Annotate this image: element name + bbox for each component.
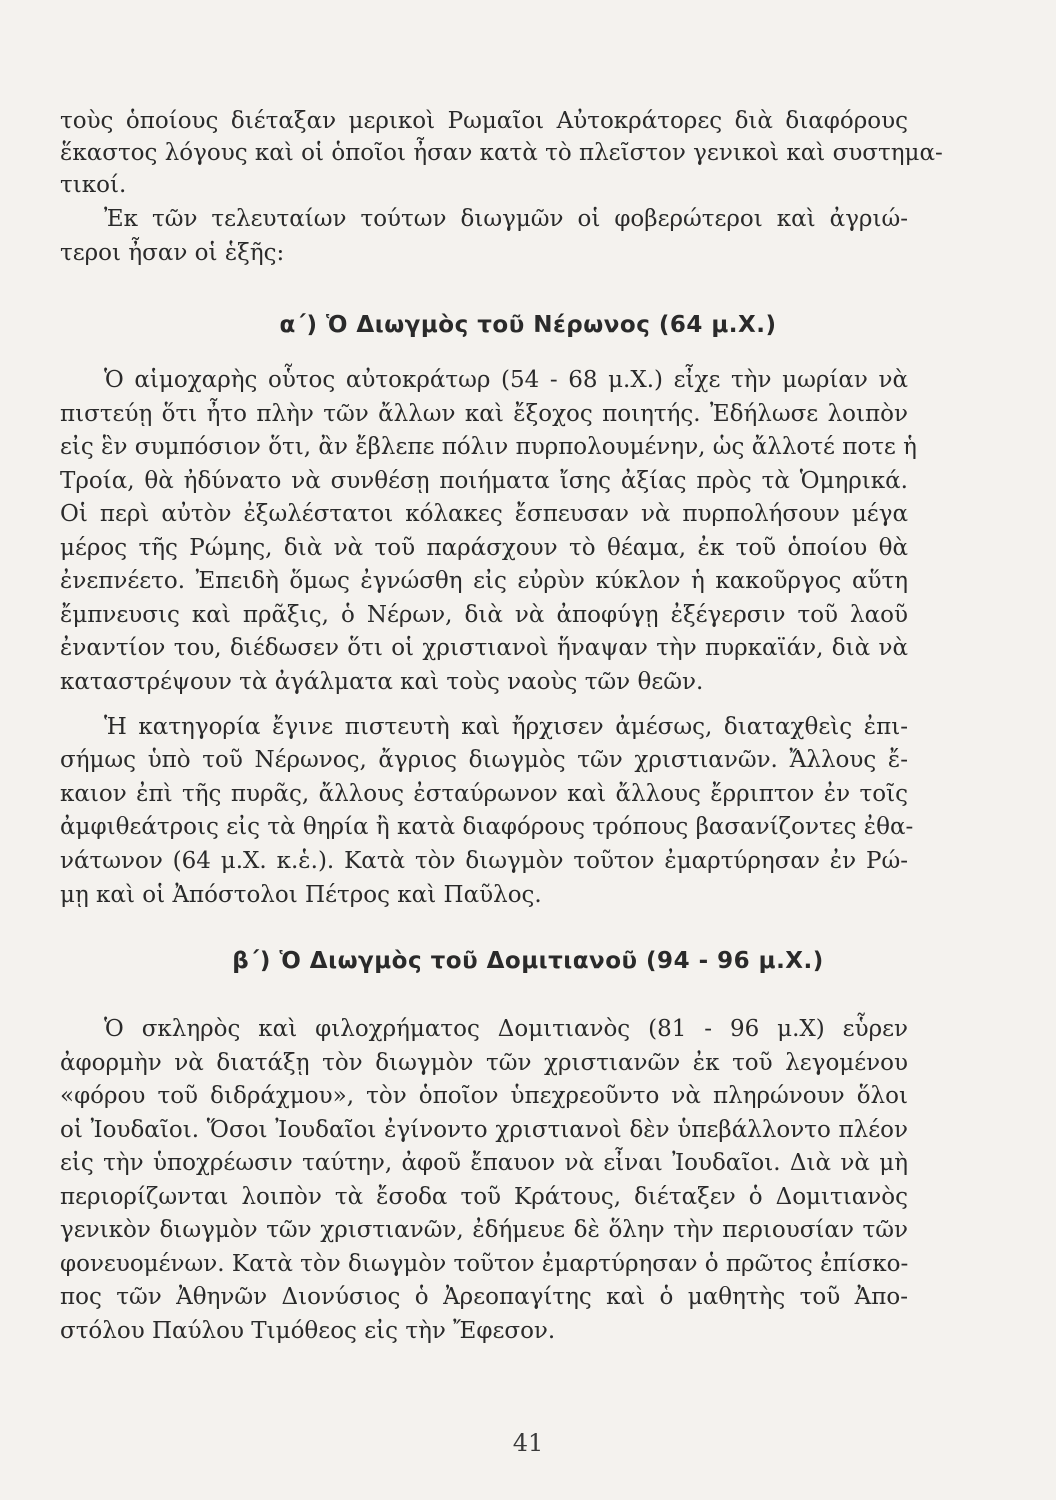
text-line: τεροι ἦσαν οἱ ἑξῆς:	[60, 240, 285, 266]
text-line: εἰς τὴν ὑποχρέωσιν ταύτην, ἀφοῦ ἔπαυον νὰ εἶναι Ἰουδαῖοι. Διὰ νὰ μὴ	[60, 1150, 908, 1176]
text-line: εἰς ἓν συμπόσιον ὅτι, ἂν ἔβλεπε πόλιν πυρπολουμένην, ὡς ἄλλοτέ ποτε ἡ	[60, 434, 917, 460]
text-line: πος τῶν Ἀθηνῶν Διονύσιος ὁ Ἀρεοπαγίτης καὶ ὁ μαθητὴς τοῦ Ἀπο-	[60, 1284, 908, 1310]
text-line: περιορίζωνται λοιπὸν τὰ ἔσοδα τοῦ Κράτους, διέταξεν ὁ Δομιτιανὸς	[60, 1184, 908, 1210]
text-line: τικοί.	[60, 172, 127, 198]
text-line: νάτωνον (64 μ.Χ. κ.ἑ.). Κατὰ τὸν διωγμὸν τοῦτον ἐμαρτύρησαν ἐν Ρώ-	[60, 848, 908, 874]
text-line: ἔμπνευσις καὶ πρᾶξις, ὁ Νέρων, διὰ νὰ ἀποφύγῃ ἐξέγερσιν τοῦ λαοῦ	[60, 602, 908, 628]
text-line: πιστεύῃ ὅτι ἦτο πλὴν τῶν ἄλλων καὶ ἔξοχος ποιητής. Ἐδήλωσε λοιπὸν	[60, 401, 908, 427]
text-line: καιον ἐπὶ τῆς πυρᾶς, ἄλλους ἐσταύρωνον καὶ ἄλλους ἔρριπτον ἐν τοῖς	[60, 781, 908, 807]
text-line: Ὁ σκληρὸς καὶ φιλοχρήματος Δομιτιανὸς (81 - 96 μ.Χ) εὗρεν	[104, 1016, 908, 1042]
text-line: «φόρου τοῦ διδράχμου», τὸν ὁποῖον ὑπεχρεοῦντο νὰ πληρώνουν ὅλοι	[60, 1083, 908, 1109]
text-line: καταστρέψουν τὰ ἀγάλματα καὶ τοὺς ναοὺς τῶν θεῶν.	[60, 669, 704, 695]
text-line: μέρος τῆς Ρώμης, διὰ νὰ τοῦ παράσχουν τὸ θέαμα, ἐκ τοῦ ὁποίου θὰ	[60, 535, 908, 561]
text-line: ἐνεπνέετο. Ἐπειδὴ ὅμως ἐγνώσθη εἰς εὐρὺν κύκλον ἡ κακοῦργος αὕτη	[60, 568, 908, 594]
text-line: φονευομένων. Κατὰ τὸν διωγμὸν τοῦτον ἐμαρτύρησαν ὁ πρῶτος ἐπίσκο-	[60, 1251, 909, 1277]
text-line: μῃ καὶ οἱ Ἀπόστολοι Πέτρος καὶ Παῦλος.	[60, 882, 542, 908]
text-line: Ἡ κατηγορία ἔγινε πιστευτὴ καὶ ἤρχισεν ἀμέσως, διαταχθεὶς ἐπι-	[104, 714, 908, 740]
text-line: Οἱ περὶ αὐτὸν ἐξωλέστατοι κόλακες ἔσπευσαν νὰ πυρπολήσουν μέγα	[60, 501, 908, 527]
text-line: γενικὸν διωγμὸν τῶν χριστιανῶν, ἐδήμευε δὲ ὅλην τὴν περιουσίαν τῶν	[60, 1217, 908, 1243]
section-heading-domitian: β΄) Ὁ Διωγμὸς τοῦ Δομιτιανοῦ (94 - 96 μ.Χ.)	[232, 948, 824, 974]
text-line: ἕκαστος λόγους καὶ οἱ ὁποῖοι ἦσαν κατὰ τὸ πλεῖστον γενικοὶ καὶ συστημα-	[60, 140, 943, 166]
text-line: οἱ Ἰουδαῖοι. Ὅσοι Ἰουδαῖοι ἐγίνοντο χριστιανοὶ δὲν ὑπεβάλλοντο πλέον	[60, 1117, 908, 1143]
text-line: ἀμφιθεάτροις εἰς τὰ θηρία ἢ κατὰ διαφόρους τρόπους βασανίζοντες ἐθα-	[60, 814, 914, 840]
text-line: τοὺς ὁποίους διέταξαν μερικοὶ Ρωμαῖοι Αὐτοκράτορες διὰ διαφόρους	[60, 108, 908, 134]
text-line: ἀφορμὴν νὰ διατάξῃ τὸν διωγμὸν τῶν χριστιανῶν ἐκ τοῦ λεγομένου	[60, 1050, 908, 1076]
page-number: 41	[512, 1429, 544, 1457]
text-line: σήμως ὑπὸ τοῦ Νέρωνος, ἄγριος διωγμὸς τῶν χριστιανῶν. Ἄλλους ἔ-	[60, 747, 908, 773]
section-heading-nero: α΄) Ὁ Διωγμὸς τοῦ Νέρωνος (64 μ.Χ.)	[279, 312, 777, 338]
text-line: Ὁ αἱμοχαρὴς οὗτος αὐτοκράτωρ (54 - 68 μ.Χ.) εἶχε τὴν μωρίαν νὰ	[104, 367, 908, 393]
text-line: Τροία, θὰ ἠδύνατο νὰ συνθέσῃ ποιήματα ἴσης ἀξίας πρὸς τὰ Ὁμηρικά.	[60, 468, 908, 494]
text-line: στόλου Παύλου Τιμόθεος εἰς τὴν Ἔφεσον.	[60, 1318, 556, 1344]
text-line: Ἐκ τῶν τελευταίων τούτων διωγμῶν οἱ φοβερώτεροι καὶ ἀγριώ-	[104, 206, 908, 232]
text-line: ἐναντίον του, διέδωσεν ὅτι οἱ χριστιανοὶ ἥναψαν τὴν πυρκαϊάν, διὰ νὰ	[60, 635, 908, 661]
